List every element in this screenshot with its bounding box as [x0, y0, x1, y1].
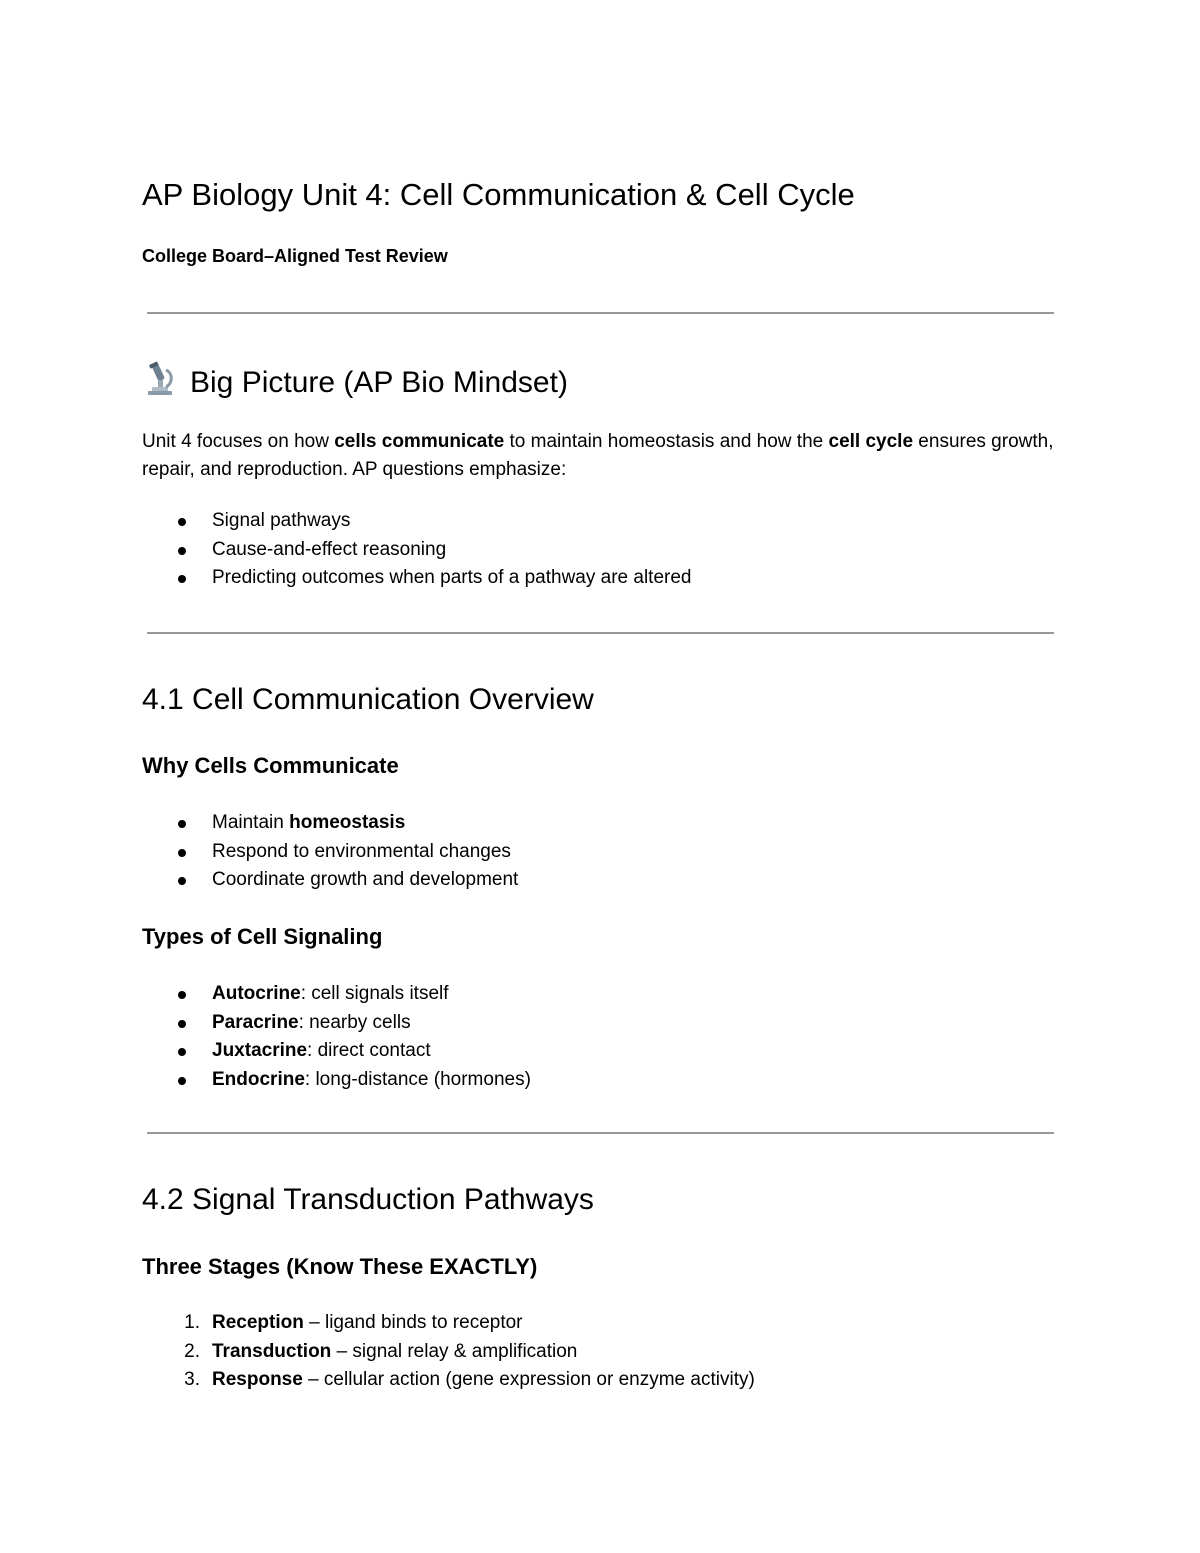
- list-item: Signal pathways: [142, 507, 692, 536]
- term-description: : nearby cells: [298, 1011, 411, 1033]
- term: Autocrine: [212, 983, 301, 1004]
- three-stages-list: [142, 1309, 755, 1395]
- horizontal-rule: [147, 1132, 1054, 1134]
- term-description: – signal relay & amplification: [331, 1340, 578, 1362]
- list-item-bold: homeostasis: [289, 812, 406, 833]
- types-of-signaling-heading: Types of Cell Signaling: [142, 924, 383, 949]
- list-item: Coordinate growth and development: [142, 866, 518, 895]
- document-title: AP Biology Unit 4: Cell Communication & Cell Cycle: [142, 177, 855, 212]
- list-item: [142, 1066, 531, 1095]
- term: Paracrine: [212, 1011, 299, 1033]
- document-subtitle: College Board–Aligned Test Review: [142, 246, 448, 266]
- section-4-2-heading: 4.2 Signal Transduction Pathways: [142, 1183, 594, 1216]
- microscope-icon: [142, 361, 178, 397]
- intro-bold-cell-cycle: cell cycle: [828, 431, 914, 452]
- term: Response: [212, 1369, 303, 1390]
- horizontal-rule: [147, 632, 1054, 634]
- term: Endocrine: [212, 1068, 305, 1090]
- term: Reception: [212, 1312, 304, 1333]
- big-picture-intro: [142, 428, 1062, 484]
- list-item: Respond to environmental changes: [142, 838, 518, 867]
- intro-text: ensures growth, repair, and reproduction. AP questions emphasize:: [142, 431, 1054, 480]
- term: Transduction: [212, 1340, 332, 1362]
- list-item: [142, 1037, 531, 1066]
- term-description: – cellular action (gene expression or enzyme activity): [302, 1369, 755, 1390]
- list-item: [142, 1009, 531, 1038]
- big-picture-heading: [142, 361, 568, 400]
- term-description: : long-distance (hormones): [304, 1068, 531, 1090]
- list-item-text: Maintain: [212, 812, 290, 833]
- intro-text: to maintain homeostasis and how the: [504, 431, 829, 452]
- list-number: 2.: [184, 1340, 200, 1362]
- three-stages-heading: Three Stages (Know These EXACTLY): [142, 1254, 538, 1279]
- horizontal-rule: [147, 312, 1054, 314]
- term-description: : cell signals itself: [300, 983, 449, 1004]
- list-number: 1.: [184, 1312, 200, 1333]
- term: Juxtacrine: [212, 1040, 308, 1061]
- big-picture-heading-text: Big Picture (AP Bio Mindset): [190, 366, 568, 399]
- list-item: [142, 1338, 755, 1367]
- why-cells-communicate-list: [142, 809, 518, 895]
- list-item: [142, 1366, 755, 1395]
- list-item: [142, 809, 518, 838]
- intro-bold-cells-communicate: cells communicate: [334, 431, 505, 452]
- types-of-signaling-list: [142, 980, 531, 1094]
- list-item: Predicting outcomes when parts of a pathway are altered: [142, 564, 692, 593]
- list-item: [142, 1309, 755, 1338]
- list-number: 3.: [184, 1369, 200, 1390]
- list-item: [142, 980, 531, 1009]
- why-cells-communicate-heading: Why Cells Communicate: [142, 753, 399, 778]
- list-item: Cause-and-effect reasoning: [142, 536, 692, 565]
- section-4-1-heading: 4.1 Cell Communication Overview: [142, 683, 594, 716]
- intro-text: Unit 4 focuses on how: [142, 431, 335, 452]
- big-picture-list: [142, 507, 692, 593]
- term-description: – ligand binds to receptor: [303, 1312, 523, 1333]
- term-description: : direct contact: [307, 1040, 431, 1061]
